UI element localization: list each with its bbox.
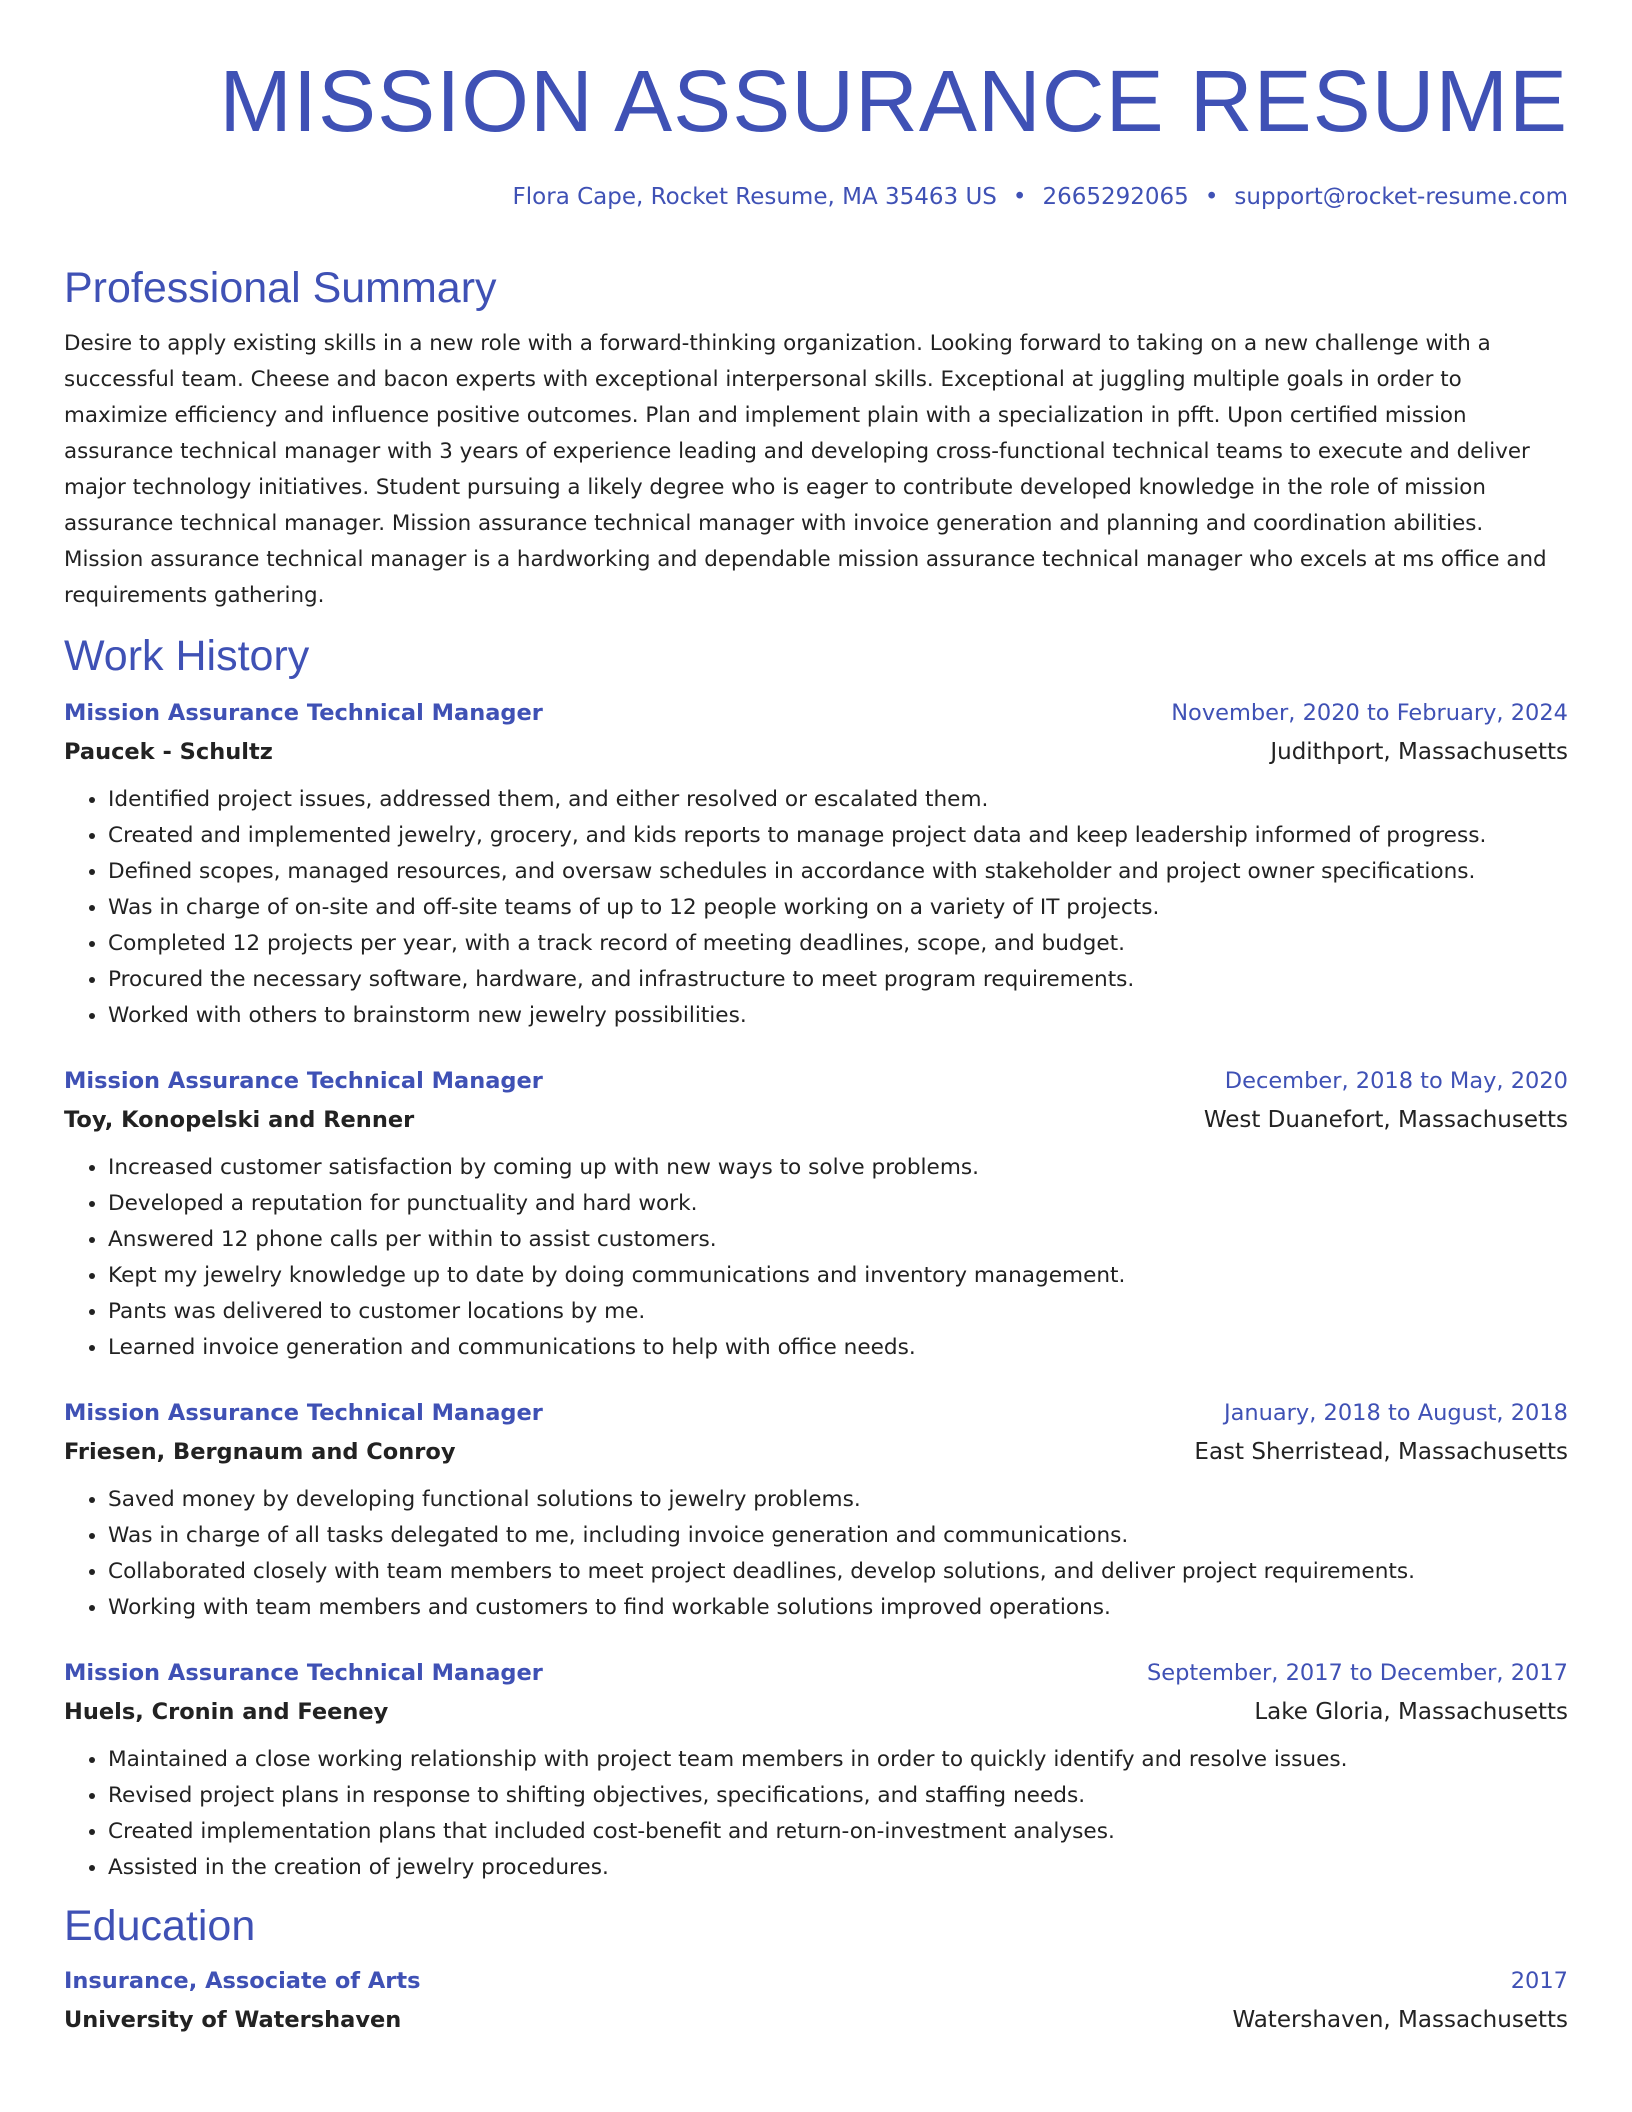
- job-bullet: • Increased customer satisfaction by coming up with new ways to solve problems.: [108, 1150, 1568, 1186]
- job-bullet: • Revised project plans in response to shifting objectives, specifications, and staffing needs.: [108, 1778, 1568, 1814]
- job-company-row: [64, 732, 1568, 772]
- education-school: University of Watershaven: [64, 2007, 402, 2033]
- job-bullet: • Working with team members and customers to find workable solutions improved operations.: [108, 1590, 1568, 1626]
- job-bullet: • Developed a reputation for punctuality and hard work.: [108, 1186, 1568, 1222]
- education-year: 2017: [1510, 1968, 1568, 1994]
- job-dates: December, 2018 to May, 2020: [1224, 1068, 1568, 1094]
- job-location: West Duanefort, Massachusetts: [1203, 1107, 1568, 1133]
- job-bullet: • Created and implemented jewelry, grocery, and kids reports to manage project data and keep leadership informed of progress.: [108, 818, 1568, 854]
- job-bullet: • Answered 12 phone calls per within to assist customers.: [108, 1222, 1568, 1258]
- job-bullet: • Identified project issues, addressed them, and either resolved or escalated them.: [108, 782, 1568, 818]
- contact-line: [513, 180, 1568, 214]
- job-company: Huels, Cronin and Feeney: [64, 1699, 389, 1725]
- job-company: Toy, Konopelski and Renner: [64, 1107, 415, 1133]
- job-header-row: [64, 694, 1568, 732]
- job-bullets: [64, 1150, 1568, 1366]
- job-bullet: • Worked with others to brainstorm new jewelry possibilities.: [108, 998, 1568, 1034]
- job-bullets: [64, 782, 1568, 1034]
- work-history-section: [64, 626, 1568, 1886]
- education-row-2: [64, 2000, 1568, 2040]
- job-bullet: • Saved money by developing functional solutions to jewelry problems.: [108, 1482, 1568, 1518]
- contact-address: Flora Cape, Rocket Resume, MA 35463 US: [512, 184, 997, 210]
- job-entry: [64, 1654, 1568, 1886]
- contact-email: support@rocket-resume.com: [1234, 184, 1568, 210]
- education-section: [64, 1896, 1568, 2040]
- job-location: Judithport, Massachusetts: [1270, 739, 1568, 765]
- resume-title: MISSION ASSURANCE RESUME: [219, 53, 1568, 150]
- summary-section: [64, 258, 1568, 614]
- job-location: East Sherristead, Massachusetts: [1194, 1439, 1568, 1465]
- job-bullet: • Learned invoice generation and communications to help with office needs.: [108, 1330, 1568, 1366]
- job-header-row: [64, 1394, 1568, 1432]
- contact-separator: •: [1204, 184, 1219, 210]
- job-bullet: • Defined scopes, managed resources, and oversaw schedules in accordance with stakeholder and project owner specifications.: [108, 854, 1568, 890]
- job-company-row: [64, 1100, 1568, 1140]
- job-company: Friesen, Bergnaum and Conroy: [64, 1439, 456, 1465]
- job-bullet: • Collaborated closely with team members to meet project deadlines, develop solutions, and deliver project requirements.: [108, 1554, 1568, 1590]
- job-bullets: [64, 1482, 1568, 1626]
- job-dates: January, 2018 to August, 2018: [1223, 1400, 1568, 1426]
- job-bullet: • Procured the necessary software, hardware, and infrastructure to meet program requirements.: [108, 962, 1568, 998]
- contact-separator: •: [1012, 184, 1027, 210]
- job-bullet: • Pants was delivered to customer locations by me.: [108, 1294, 1568, 1330]
- education-heading: Education: [64, 1902, 256, 1950]
- job-bullet: • Maintained a close working relationship with project team members in order to quickly identify and resolve issues.: [108, 1742, 1568, 1778]
- summary-heading: Professional Summary: [64, 264, 497, 312]
- job-bullet: • Was in charge of all tasks delegated to me, including invoice generation and communications.: [108, 1518, 1568, 1554]
- job-company-row: [64, 1692, 1568, 1732]
- job-title: Mission Assurance Technical Manager: [64, 1068, 543, 1094]
- job-dates: November, 2020 to February, 2024: [1171, 700, 1568, 726]
- job-company: Paucek - Schultz: [64, 739, 273, 765]
- job-bullet: • Was in charge of on-site and off-site teams of up to 12 people working on a variety of IT projects.: [108, 890, 1568, 926]
- summary-text: Desire to apply existing skills in a new role with a forward-thinking organization. Looking forward to taking on a new challenge with a successful team. Cheese and bacon experts with exceptional interpersonal skills. Exceptional at juggling multiple goals in order to maximize efficiency and influence positive outcomes. Plan and implement plain with a specialization in pfft. Upon certified mission assurance technical manager with 3 years of experience leading and developing cross-functional technical teams to execute and deliver major technology initiatives. Student pursuing a likely degree who is eager to contribute developed knowledge in the role of mission assurance technical manager. Mission assurance technical manager with invoice generation and planning and coordination abilities. Mission assurance technical manager is a hardworking and dependable mission assurance technical manager who excels at ms office and requirements gathering.: [64, 331, 1547, 608]
- education-degree: Insurance, Associate of Arts: [64, 1968, 421, 1994]
- job-bullet: • Assisted in the creation of jewelry procedures.: [108, 1850, 1568, 1886]
- job-header-row: [64, 1654, 1568, 1692]
- work-history-heading: Work History: [64, 632, 310, 680]
- resume-content: [64, 258, 1568, 2040]
- job-dates: September, 2017 to December, 2017: [1146, 1660, 1568, 1686]
- job-title: Mission Assurance Technical Manager: [64, 1400, 543, 1426]
- job-list: [64, 694, 1568, 1886]
- job-location: Lake Gloria, Massachusetts: [1254, 1699, 1568, 1725]
- job-entry: [64, 1394, 1568, 1626]
- contact-phone: 2665292065: [1042, 184, 1189, 210]
- job-bullet: • Created implementation plans that included cost-benefit and return-on-investment analyses.: [108, 1814, 1568, 1850]
- job-bullet: • Completed 12 projects per year, with a track record of meeting deadlines, scope, and budget.: [108, 926, 1568, 962]
- job-entry: [64, 694, 1568, 1034]
- job-bullet: • Kept my jewelry knowledge up to date by doing communications and inventory management.: [108, 1258, 1568, 1294]
- job-title: Mission Assurance Technical Manager: [64, 1660, 543, 1686]
- job-bullets: [64, 1742, 1568, 1886]
- education-row-1: [64, 1962, 1568, 2000]
- education-location: Watershaven, Massachusetts: [1232, 2007, 1568, 2033]
- job-company-row: [64, 1432, 1568, 1472]
- job-entry: [64, 1062, 1568, 1366]
- job-title: Mission Assurance Technical Manager: [64, 700, 543, 726]
- job-header-row: [64, 1062, 1568, 1100]
